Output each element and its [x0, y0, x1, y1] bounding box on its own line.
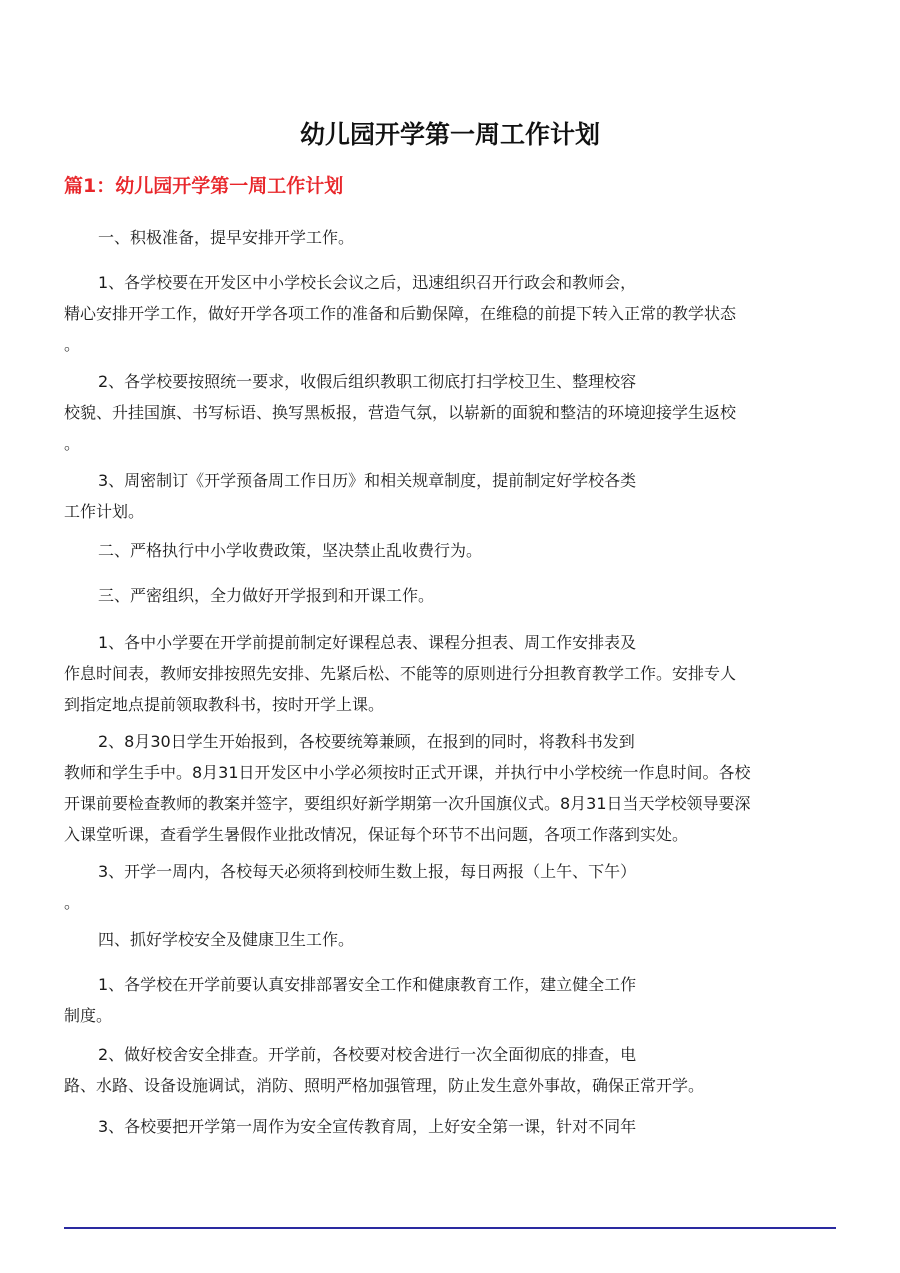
paragraph-line: 二、严格执行中小学收费政策，坚决禁止乱收费行为。 [98, 541, 483, 560]
paragraph-line: 入课堂听课，查看学生暑假作业批改情况，保证每个环节不出问题，各项工作落到实处。 [64, 825, 689, 844]
paragraph-line: 路、水路、设备设施调试，消防、照明严格加强管理，防止发生意外事故，确保正常开学。 [64, 1076, 705, 1095]
paragraph-line: 一、积极准备，提早安排开学工作。 [98, 228, 355, 247]
paragraph [64, 535, 844, 566]
paragraph-line: 2、各学校要按照统一要求，收假后组织教职工彻底打扫学校卫生、整理校容 [98, 372, 637, 391]
paragraph-line: 精心安排开学工作，做好开学各项工作的准备和后勤保障，在维稳的前提下转入正常的教学状态 [64, 304, 737, 323]
paragraph-line: 。 [64, 434, 81, 453]
paragraph [64, 465, 844, 527]
paragraph-line: 三、严密组织，全力做好开学报到和开课工作。 [98, 586, 435, 605]
paragraph [64, 1039, 844, 1101]
paragraph-line: 3、周密制订《开学预备周工作日历》和相关规章制度，提前制定好学校各类 [98, 471, 637, 490]
paragraph-line: 开课前要检查教师的教案并签字，要组织好新学期第一次升国旗仪式。8月31日当天学校领导要深 [64, 794, 751, 813]
paragraph [64, 924, 844, 955]
paragraph [64, 366, 844, 459]
paragraph-line: 3、开学一周内，各校每天必须将到校师生数上报，每日两报（上午、下午） [98, 862, 637, 881]
paragraph-line: 四、抓好学校安全及健康卫生工作。 [98, 930, 355, 949]
paragraph-line: 作息时间表，教师安排按照先安排、先紧后松、不能等的原则进行分担教育教学工作。安排专人 [64, 664, 737, 683]
paragraph-line: 1、各中小学要在开学前提前制定好课程总表、课程分担表、周工作安排表及 [98, 633, 637, 652]
paragraph-line: 2、做好校舍安全排查。开学前，各校要对校舍进行一次全面彻底的排查，电 [98, 1045, 637, 1064]
paragraph-line: 。 [64, 335, 81, 354]
paragraph-line: 1、各学校要在开发区中小学校长会议之后，迅速组织召开行政会和教师会， [98, 273, 637, 292]
paragraph-line: 工作计划。 [64, 502, 145, 521]
paragraph [64, 580, 844, 611]
paragraph-line: 3、各校要把开学第一周作为安全宣传教育周，上好安全第一课，针对不同年 [98, 1117, 637, 1136]
paragraph-line: 。 [64, 893, 81, 912]
paragraph-line: 制度。 [64, 1006, 113, 1025]
paragraph [64, 267, 844, 360]
paragraph [64, 222, 844, 253]
section-heading: 篇1：幼儿园开学第一周工作计划 [64, 175, 344, 197]
paragraph-line: 2、8月30日学生开始报到，各校要统筹兼顾，在报到的同时，将教科书发到 [98, 732, 635, 751]
paragraph [64, 627, 844, 720]
document-title: 幼儿园开学第一周工作计划 [299, 120, 600, 149]
paragraph [64, 1111, 844, 1142]
paragraph [64, 969, 844, 1031]
paragraph-line: 到指定地点提前领取教科书，按时开学上课。 [64, 695, 385, 714]
paragraph-line: 1、各学校在开学前要认真安排部署安全工作和健康教育工作，建立健全工作 [98, 975, 637, 994]
paragraph [64, 856, 844, 918]
paragraph-line: 教师和学生手中。8月31日开发区中小学必须按时正式开课，并执行中小学校统一作息时间。各校 [64, 763, 751, 782]
footer-rule [64, 1227, 836, 1229]
paragraph [64, 726, 844, 850]
paragraph-line: 校貌、升挂国旗、书写标语、换写黑板报，营造气氛，以崭新的面貌和整洁的环境迎接学生返校 [64, 403, 737, 422]
